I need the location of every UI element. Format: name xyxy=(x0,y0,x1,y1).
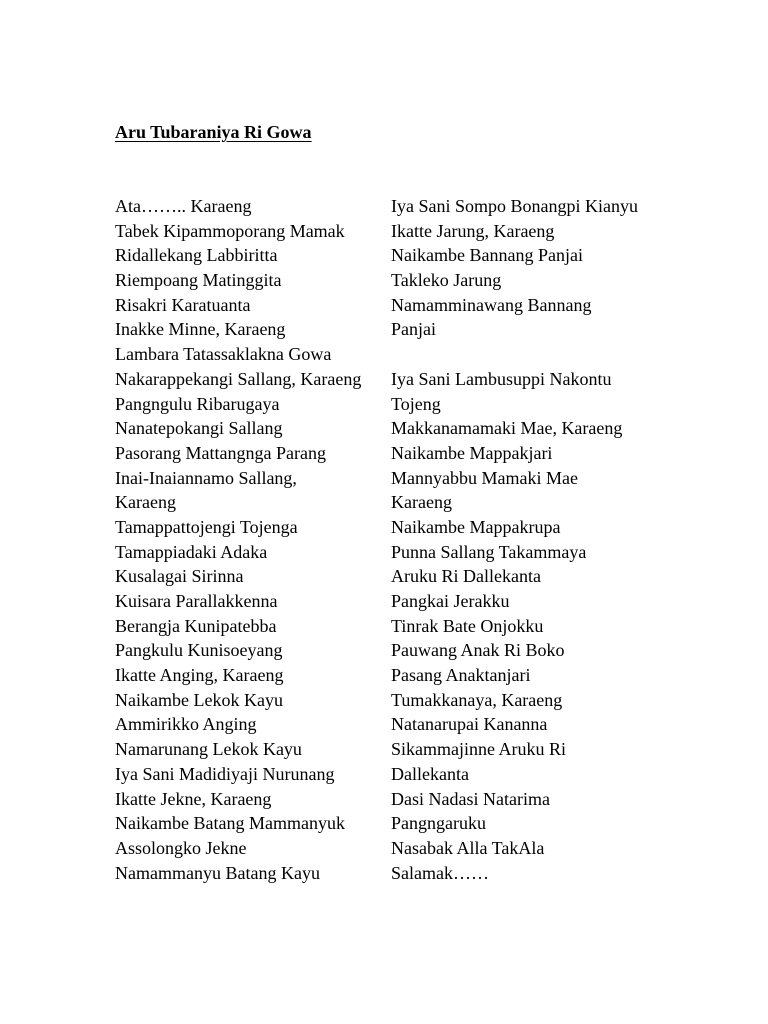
verse-line-right: Natanarupai Kananna xyxy=(391,714,548,735)
verse-line-right: Pangngaruku xyxy=(391,813,486,834)
verse-line-right: Mannyabbu Mamaki Mae xyxy=(391,467,578,488)
verse-line-right: Namamminawang Bannang xyxy=(391,294,592,315)
verse-line-right: Pasang Anaktanjari xyxy=(391,665,531,686)
verse-line-right: Pangkai Jerakku xyxy=(391,591,510,611)
left-verse-column xyxy=(115,194,387,885)
verse-line-right: Tojeng xyxy=(391,393,441,414)
verse-line-left: Pangkulu Kunisoeyang xyxy=(115,640,283,661)
verse-line-right: Takleko Jarung xyxy=(391,270,502,291)
verse-line-right: Salamak…… xyxy=(391,862,489,883)
verse-line-right: Aruku Ri Dallekanta xyxy=(391,566,541,587)
verse-line-right xyxy=(391,342,691,367)
document-title: Aru Tubaraniya Ri Gowa xyxy=(115,122,312,142)
verse-line-right: Ikatte Jarung, Karaeng xyxy=(391,220,555,241)
verse-line-right: Makkanamamaki Mae, Karaeng xyxy=(391,418,623,439)
verse-line-right: Naikambe Bannang Panjai xyxy=(391,245,583,266)
verse-line-left: Naikambe Batang Mammanyuk xyxy=(115,813,345,834)
verse-line-left: Nanatepokangi Sallang xyxy=(115,418,283,439)
verse-line-left: Inai-Inaiannamo Sallang, xyxy=(115,467,297,488)
verse-line-right: Naikambe Mappakrupa xyxy=(391,516,561,537)
verse-line-left: Naikambe Lekok Kayu xyxy=(115,689,283,710)
verse-line-left: Risakri Karatuanta xyxy=(115,294,251,315)
verse-line-right: Tinrak Bate Onjokku xyxy=(391,615,544,636)
verse-line-left: Tamappiadaki Adaka xyxy=(115,541,268,562)
verse-line-left: Lambara Tatassaklakna Gowa xyxy=(115,344,332,365)
verse-line-left: Riempoang Matinggita xyxy=(115,270,282,291)
verse-line-left: Ata…….. Karaeng xyxy=(115,196,252,216)
verse-line-left: Inakke Minne, Karaeng xyxy=(115,319,286,340)
verse-line-left: Ikatte Jekne, Karaeng xyxy=(115,788,272,809)
verse-line-left: Kusalagai Sirinna xyxy=(115,566,244,587)
verse-line-left: Nakarappekangi Sallang, Karaeng xyxy=(115,368,362,389)
verse-line-right: Karaeng xyxy=(391,492,452,513)
verse-line-left: Namarunang Lekok Kayu xyxy=(115,739,302,760)
verse-line-left: Kuisara Parallakkenna xyxy=(115,591,278,611)
verse-line-right: Sikammajinne Aruku Ri xyxy=(391,739,566,760)
verse-line-left: Ikatte Anging, Karaeng xyxy=(115,665,284,686)
verse-line-right: Iya Sani Sompo Bonangpi Kianyu xyxy=(391,196,638,216)
verse-line-left: Namammanyu Batang Kayu xyxy=(115,862,320,883)
verse-line-left: Iya Sani Madidiyaji Nurunang xyxy=(115,763,335,784)
right-verse-column xyxy=(391,194,691,885)
verse-line-right: Pauwang Anak Ri Boko xyxy=(391,640,565,661)
verse-line-right: Punna Sallang Takammaya xyxy=(391,541,587,562)
verse-line-right: Dasi Nadasi Natarima xyxy=(391,788,550,809)
verse-line-left: Ridallekang Labbiritta xyxy=(115,245,278,266)
verse-line-left: Tamappattojengi Tojenga xyxy=(115,516,298,537)
verse-line-right: Tumakkanaya, Karaeng xyxy=(391,689,563,710)
verse-line-right: Nasabak Alla TakAla xyxy=(391,837,545,858)
verse-line-left: Tabek Kipammoporang Mamak xyxy=(115,220,345,241)
verse-line-left: Pangngulu Ribarugaya xyxy=(115,393,280,414)
verse-line-left: Berangja Kunipatebba xyxy=(115,615,277,636)
verse-line-left: Pasorang Mattangnga Parang xyxy=(115,442,326,463)
verse-line-right: Iya Sani Lambusuppi Nakontu xyxy=(391,368,612,389)
verse-line-left: Ammirikko Anging xyxy=(115,714,257,735)
verse-line-left: Karaeng xyxy=(115,492,176,513)
verse-line-right: Naikambe Mappakjari xyxy=(391,442,553,463)
verse-line-left: Assolongko Jekne xyxy=(115,837,247,858)
verse-line-right: Panjai xyxy=(391,319,436,340)
verse-line-right: Dallekanta xyxy=(391,763,469,784)
